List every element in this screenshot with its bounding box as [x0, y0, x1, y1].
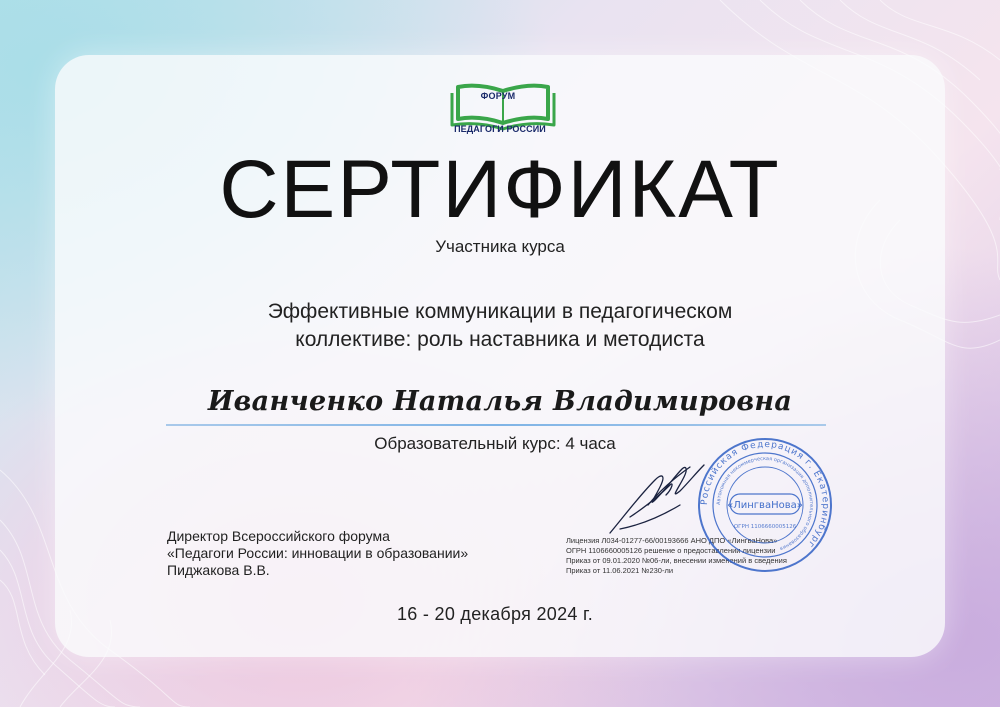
license-line-2: ОГРН 1106660005126 решение о предоставлении лицензии	[566, 546, 776, 555]
course-name-line-2: коллективе: роль наставника и методиста	[295, 328, 705, 351]
certificate-subtitle: Участника курса	[435, 237, 565, 256]
course-name	[200, 298, 800, 354]
stamp-ring-text: Российская Федерация г. Екатеринбург	[699, 439, 831, 550]
logo-bottom-text: ПЕДАГОГИ РОССИИ	[454, 124, 546, 134]
organization-stamp	[696, 436, 834, 574]
stamp-center-text: «ЛингваНова»	[727, 500, 803, 511]
director-signature	[600, 455, 710, 540]
license-line-4: Приказ от 11.06.2021 №230-ли	[566, 566, 674, 575]
certificate-title: СЕРТИФИКАТ	[219, 144, 781, 235]
recipient-name: Иванченко Наталья Владимировна	[207, 386, 793, 417]
director-title-line-1: Директор Всероссийского форума	[167, 528, 390, 544]
director-title-line-2: «Педагоги России: инновации в образовании»	[167, 545, 469, 561]
logo-top-text: ФОРУМ	[480, 91, 516, 101]
recipient-underline	[166, 424, 826, 426]
director-block	[167, 528, 547, 579]
stamp-number-text: ОГРН 1106660005126	[733, 524, 797, 530]
director-name: Пиджакова В.В.	[167, 562, 270, 578]
course-dates: 16 - 20 декабря 2024 г.	[396, 604, 593, 624]
stamp-inner-ring-text: Автономная некоммерческая организация дополнительного образования	[715, 455, 815, 552]
license-line-3: Приказ от 09.01.2020 №06-ли, внесении изменений в сведения	[566, 556, 787, 565]
course-duration: Образовательный курс: 4 часа	[374, 434, 616, 453]
course-name-line-1: Эффективные коммуникации в педагогическом	[267, 300, 733, 323]
license-line-1: Лицензия Л034-01277-66/00193666 АНО ДПО «ЛингваНова»	[566, 536, 778, 545]
